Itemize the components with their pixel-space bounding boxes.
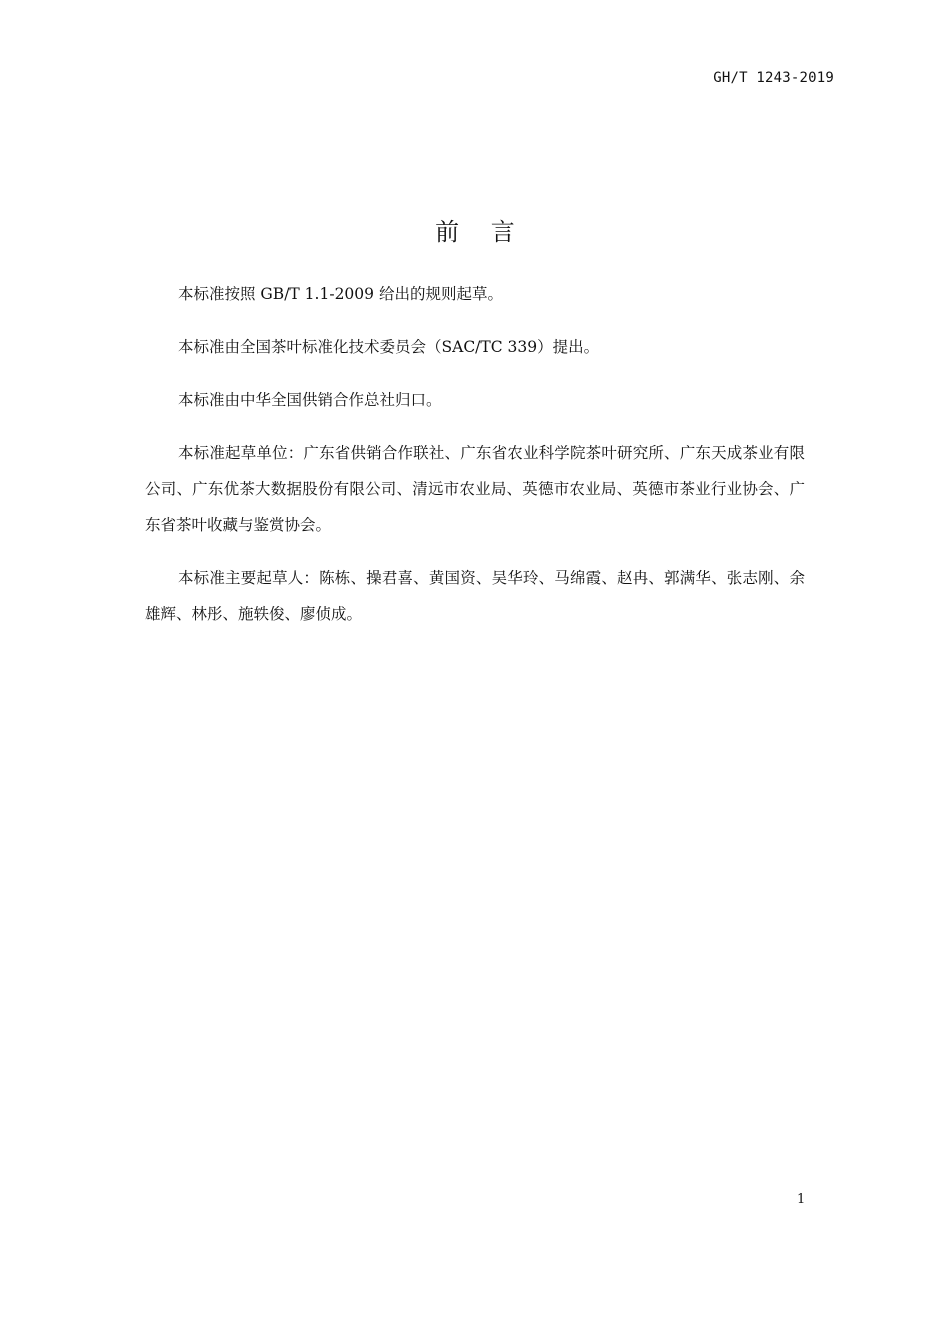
foreword-body <box>145 276 805 649</box>
paragraph-main-drafters: 本标准主要起草人：陈栋、操君喜、黄国资、吴华玲、马绵霞、赵冉、郭满华、张志刚、余雄辉、林彤、施轶俊、廖侦成。 <box>145 569 805 623</box>
standard-code-header: GH/T 1243-2019 <box>713 70 834 86</box>
paragraph-drafting-rules: 本标准按照 GB/T 1.1-2009 给出的规则起草。 <box>178 285 503 303</box>
page-number: 1 <box>797 1192 806 1207</box>
paragraph-proposed-by: 本标准由全国茶叶标准化技术委员会（SAC/TC 339）提出。 <box>178 338 600 356</box>
page-title: 前 言 <box>435 218 527 246</box>
paragraph-drafting-organizations: 本标准起草单位：广东省供销合作联社、广东省农业科学院茶叶研究所、广东天成茶业有限公司、广东优茶大数据股份有限公司、清远市农业局、英德市农业局、英德市茶业行业协会、广东省茶叶收藏与鉴赏协会。 <box>145 444 805 534</box>
paragraph-administered-by: 本标准由中华全国供销合作总社归口。 <box>178 391 442 409</box>
